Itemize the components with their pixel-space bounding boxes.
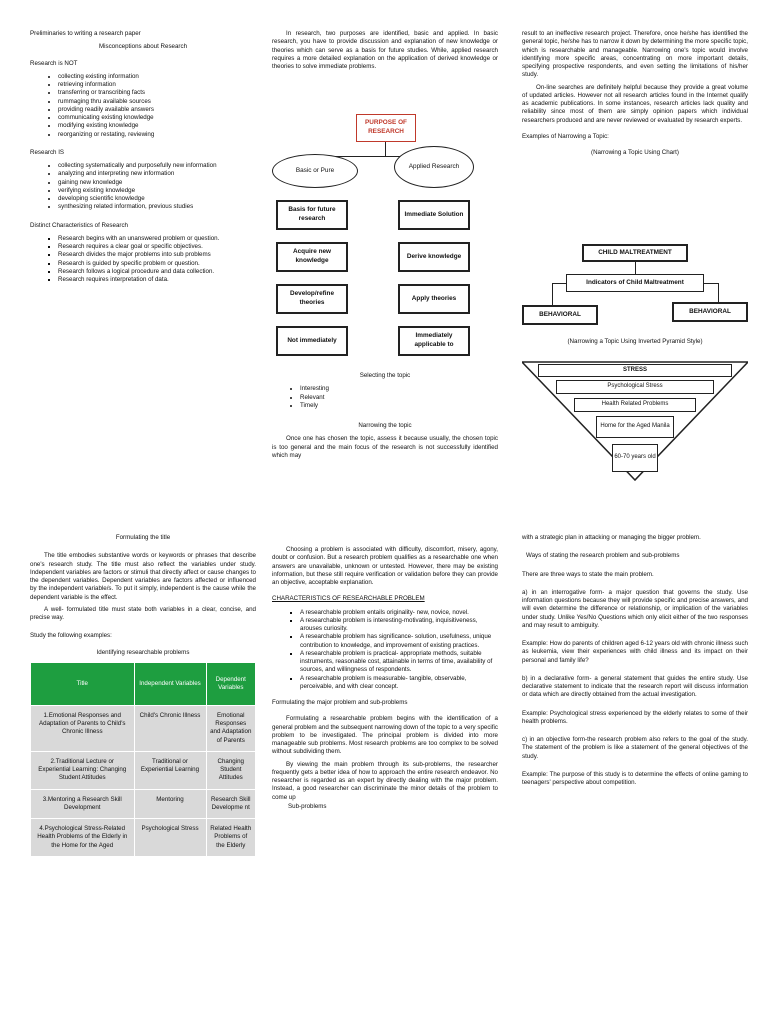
list-item: ▪ Research begins with an unanswered problem or question. xyxy=(58,235,256,243)
col-top-right xyxy=(522,30,748,162)
list-item: • rummaging thru available sources xyxy=(58,98,256,106)
distinct-heading: Distinct Characteristics of Research xyxy=(30,221,128,229)
chart-heading: (Narrowing a Topic Using Chart) xyxy=(591,149,679,156)
list-item: • collecting existing information xyxy=(58,73,256,81)
table-cell: 1.Emotional Responses and Adaptation of Parents to Child's Chronic Illness xyxy=(31,705,135,751)
pyramid-level-3: Health Related Problems xyxy=(574,398,696,412)
well-formulated: A well- formulated title must state both variables in a clear, concise, and precise way. xyxy=(30,605,256,621)
declarative-form: b) in a declarative form- a general statement that guides the entire study. Use declarative statement to indicate that the research report will discuss information or data which are directly obtained from the actual investigation. xyxy=(522,674,748,699)
list-item: • modifying existing knowledge xyxy=(58,122,256,130)
list-item: ▪ Research divides the major problems into sub problems xyxy=(58,251,256,259)
chart-right-box: BEHAVIORAL xyxy=(672,302,748,322)
list-item: ▪ Research requires interpretation of data. xyxy=(58,276,256,284)
list-item: • Interesting xyxy=(300,385,498,393)
list-item: • providing readily available answers xyxy=(58,106,256,114)
basic-ellipse: Basic or Pure xyxy=(272,154,358,188)
list-item: ▪ Research requires a clear goal or specific objectives. xyxy=(58,243,256,251)
research-is-heading: Research IS xyxy=(30,148,65,156)
table-cell: 4.Psychological Stress-Related Health Problems of the Elderly in the Home for the Aged xyxy=(31,819,135,857)
applied-box-3: Apply theories xyxy=(398,284,470,314)
selecting-list xyxy=(272,385,498,410)
applied-box-2: Derive knowledge xyxy=(398,242,470,272)
table-header: Title xyxy=(31,662,135,705)
table-row xyxy=(31,789,256,819)
ways-heading: Ways of stating the research problem and sub-problems xyxy=(526,552,680,560)
basic-box-1: Basis for future research xyxy=(276,200,348,230)
col-top-middle-lower xyxy=(272,372,498,464)
connector xyxy=(552,283,553,305)
pyramid-heading-wrap xyxy=(522,338,748,351)
basic-box-4: Not immediately xyxy=(276,326,348,356)
strategic-plan: with a strategic plan in attacking or managing the bigger problem. xyxy=(522,534,701,541)
table-header: Dependent Variables xyxy=(206,662,256,705)
list-item: • Timely xyxy=(300,402,498,410)
table-cell: Research Skill Developme nt xyxy=(206,789,256,819)
list-item: ▪ A researchable problem is measurable- tangible, observable, perceivable, and with clear concept. xyxy=(300,675,498,692)
table-title: Identifying researchable problems xyxy=(96,648,190,656)
online-searches: On-line searches are definitely helpful because they provide a great volume of updated articles. However not all research articles found in the Internet qualify as academic publications. In some instances, research articles lack quality and reliability since most of them are simply opinion papers which individual researchers produced and are never reviewed or evaluated by research experts. xyxy=(522,83,748,124)
basic-box-3: Develop/refine theories xyxy=(276,284,348,314)
misconceptions-heading: Misconceptions about Research xyxy=(98,43,188,51)
characteristics-list xyxy=(272,609,498,692)
list-item: ▪ A researchable problem is practical- appropriate methods, suitable instruments, reasonable cost, attainable in terms of time, availability of sources, and willingness of respondents. xyxy=(300,650,498,675)
col-top-left xyxy=(30,30,256,290)
list-item: • communicating existing knowledge xyxy=(58,114,256,122)
study-examples: Study the following examples: xyxy=(30,632,112,640)
subproblems-paragraph: By viewing the main problem through its sub-problems, the researcher frequently gets a better idea of how to approach the entire research endeavor. No researcher is regarded as an expert by directly dealing with the major problem. Instead, a good researcher can discriminate the minor details of the problem to come up xyxy=(272,760,498,801)
research-is-list xyxy=(30,162,256,212)
inverted-pyramid xyxy=(522,356,748,486)
list-item: • retrieving information xyxy=(58,81,256,89)
chart-left-box: BEHAVIORAL xyxy=(522,305,598,325)
paper-title: Preliminaries to writing a research paper xyxy=(30,30,141,37)
col-bottom-right xyxy=(522,534,748,791)
research-not-heading: Research is NOT xyxy=(30,59,78,67)
list-item: • developing scientific knowledge xyxy=(58,195,256,203)
pyramid-level-1: STRESS xyxy=(538,364,732,377)
table-header: Independent Variables xyxy=(134,662,206,705)
distinct-list xyxy=(30,235,256,285)
example-c: Example: The purpose of this study is to determine the effects of online gaming to teenagers' perspective about competition. xyxy=(522,770,748,786)
pyramid-level-4: Home for the Aged Manila xyxy=(596,416,674,438)
connector xyxy=(635,262,636,274)
table-row xyxy=(31,751,256,789)
table-row xyxy=(31,819,256,857)
table-cell: Changing Student Attitudes xyxy=(206,751,256,789)
col-bottom-left xyxy=(30,534,256,857)
list-item: • Relevant xyxy=(300,394,498,402)
table-row xyxy=(31,705,256,751)
narrowing-chart xyxy=(522,240,748,330)
purpose-intro: In research, two purposes are identified, basic and applied. In basic research, you have to provide discussion and explanation of new knowledge or theories which can serve as a basis for future studies. While, applied research requires a more detailed explanation on the application of derived knowledge or theories to solve immediate problems. xyxy=(272,30,498,70)
pyramid-level-2: Psychological Stress xyxy=(556,380,714,394)
list-item: • synthesizing related information, previous studies xyxy=(58,203,256,211)
connector xyxy=(704,283,718,284)
applied-ellipse: Applied Research xyxy=(394,146,474,188)
purpose-diagram xyxy=(272,112,498,362)
researchable-problems-table xyxy=(30,662,256,857)
three-ways: There are three ways to state the main problem. xyxy=(522,570,654,578)
characteristics-heading: CHARACTERISTICS OF RESEARCHABLE PROBLEM xyxy=(272,595,425,603)
list-item: ▪ A researchable problem is interesting-motivating, inquisitiveness, arouses curiosity. xyxy=(300,617,498,634)
list-item: • collecting systematically and purposefully new information xyxy=(58,162,256,170)
example-a: Example: How do parents of children aged 6-12 years old with chronic illness such as leukemia, view their experiences with child illness and its impact on their personal and family life? xyxy=(522,640,748,664)
list-item: ▪ Research is guided by specific problem or question. xyxy=(58,260,256,268)
table-cell: Psychological Stress xyxy=(134,819,206,857)
title-paragraph: The title embodies substantive words or keywords or phrases that describe one's research study. The title must also reflect the variables under study. Independent variables are factors or stimuli that directly affect or cause changes to the dependent variables. Dependent variables are factors affected or influenced by the independent variable/s. To put it simply, independent is the cause while the dependent variable is the effect. xyxy=(30,552,256,601)
connector xyxy=(385,142,386,156)
connector xyxy=(718,283,719,303)
table-cell: 2.Traditional Lecture or Experiential Learning: Changing Student Attitudes xyxy=(31,751,135,789)
list-item: ▪ A researchable problem entails originality- new, novice, novel. xyxy=(300,609,498,617)
connector xyxy=(552,283,566,284)
examples-heading: Examples of Narrowing a Topic: xyxy=(522,132,609,140)
subproblems-end: Sub-problems xyxy=(288,802,327,810)
table-cell: Mentoring xyxy=(134,789,206,819)
chart-top-box: CHILD MALTREATMENT xyxy=(582,244,688,262)
narrowing-text: Once one has chosen the topic, assess it because usually, the chosen topic is too general and the main focus of the research is not successfully identified which may xyxy=(272,435,498,459)
table-cell: Related Health Problems of the Elderly xyxy=(206,819,256,857)
interrogative-form: a) in an interrogative form- a major question that governs the study. Use information questions because they will provide specific and precise answers, and will even determine the difference or relationship, or implication of the variables under study. Unlike Yes/No Questions which only elicit either of the two responses and may result to ambiguity. xyxy=(522,588,748,629)
choosing-problem: Choosing a problem is associated with difficulty, discomfort, misery, agony, doubt or confusion. But a research problem qualifies as a researchable one when answers are unavailable, unknown or untested. However, there may be existing information, but these still require verification or validation before they can provide an objective, acceptable explanation. xyxy=(272,546,498,586)
purpose-box: PURPOSE OF RESEARCH xyxy=(356,114,416,142)
narrowing-heading: Narrowing the topic xyxy=(358,422,412,429)
table-cell: Child's Chronic Illness xyxy=(134,705,206,751)
basic-box-2: Acquire new knowledge xyxy=(276,242,348,272)
pyramid-level-5: 60-70 years old xyxy=(612,444,658,472)
list-item: • gaining new knowledge xyxy=(58,179,256,187)
list-item: ▪ Research follows a logical procedure and data collection. xyxy=(58,268,256,276)
example-b: Example: Psychological stress experienced by the elderly relates to some of their health problems. xyxy=(522,709,748,725)
col-bottom-middle xyxy=(272,546,498,815)
research-not-list xyxy=(30,73,256,139)
selecting-heading: Selecting the topic xyxy=(359,372,411,379)
table-cell: Emotional Responses and Adaptation of Parents xyxy=(206,705,256,751)
table-cell: 3.Mentoring a Research Skill Development xyxy=(31,789,135,819)
pyramid-heading: (Narrowing a Topic Using Inverted Pyramid Style) xyxy=(567,338,703,345)
formulating-title-heading: Formulating the title xyxy=(115,534,171,541)
table-header-row xyxy=(31,662,256,705)
applied-box-1: Immediate Solution xyxy=(398,200,470,230)
list-item: • transferring or transcribing facts xyxy=(58,89,256,97)
major-problem-heading: Formulating the major problem and sub-problems xyxy=(272,699,408,706)
list-item: • verifying existing knowledge xyxy=(58,187,256,195)
applied-box-4: Immediately applicable to xyxy=(398,326,470,356)
list-item: • analyzing and interpreting new information xyxy=(58,170,256,178)
narrowing-continued: result to an ineffective research project. Therefore, once he/she has identified the general topic, he/she has to narrow it down by determining the more specific topic, which is researchable and manageable. Narrowing one's topic would involve identifying more specific areas, concentrating on more important details, specifying prospective respondents, and even setting the limitations of his/her study. xyxy=(522,30,748,79)
formulating-paragraph: Formulating a researchable problem begins with the identification of a general problem and the subsequent narrowing down of the topic to a very specific problem to be investigated. The principal problem is divided into more manageable sub problems. Most research problems are too complex to be solved without subdividing them. xyxy=(272,715,498,756)
col-top-middle xyxy=(272,30,498,75)
table-cell: Traditional or Experiential Learning xyxy=(134,751,206,789)
list-item: • reorganizing or restating, reviewing xyxy=(58,131,256,139)
chart-mid-box: Indicators of Child Maltreatment xyxy=(566,274,704,292)
list-item: ▪ A researchable problem has significance- solution, usefulness, unique contribution to knowledge, and improvement of existing practices. xyxy=(300,633,498,650)
objective-form: c) in an objective form-the research problem also refers to the goal of the study. The statement of the problem is like a statement of the general objectives of the study. xyxy=(522,736,748,760)
